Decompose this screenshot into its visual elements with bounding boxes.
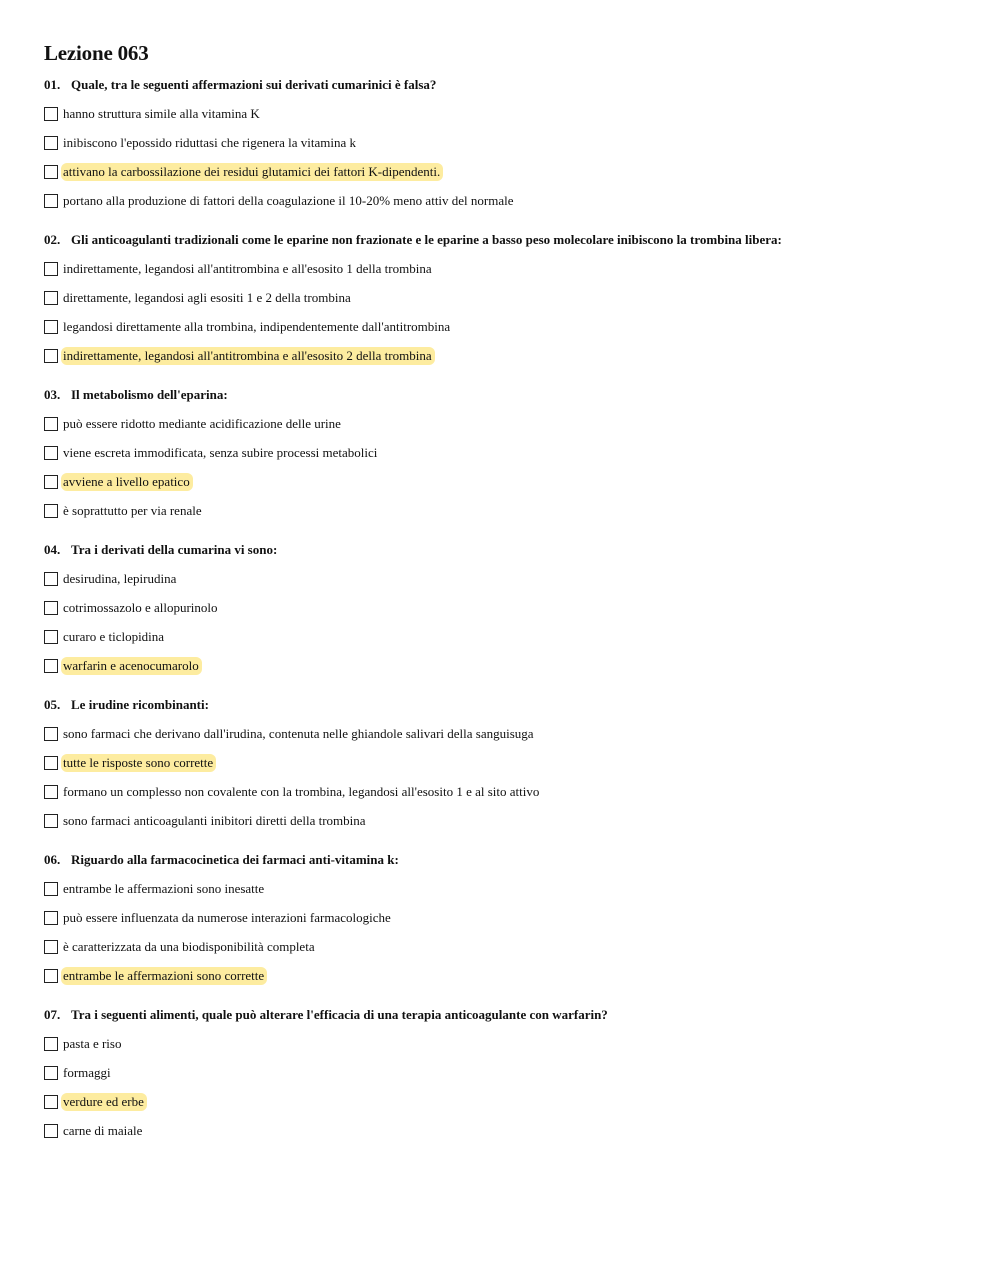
answer-option[interactable] xyxy=(44,312,964,341)
answer-checkbox[interactable] xyxy=(44,756,58,770)
answer-option[interactable] xyxy=(44,564,964,593)
answer-text: è soprattutto per via renale xyxy=(63,502,202,518)
answer-text-highlighted: attivano la carbossilazione dei residui glutamici dei fattori K-dipendenti. xyxy=(61,163,443,181)
answer-option[interactable] xyxy=(44,1058,964,1087)
answer-text-highlighted: avviene a livello epatico xyxy=(61,473,193,491)
question-number: 03. xyxy=(44,387,61,402)
answer-checkbox[interactable] xyxy=(44,1124,58,1138)
question-list xyxy=(44,76,964,1145)
question-number: 05. xyxy=(44,697,61,712)
answer-checkbox[interactable] xyxy=(44,630,58,644)
question-heading xyxy=(44,231,964,249)
answer-option[interactable] xyxy=(44,438,964,467)
answer-option[interactable] xyxy=(44,1029,964,1058)
question-1 xyxy=(44,76,964,215)
answer-option[interactable] xyxy=(44,806,964,835)
answer-text: portano alla produzione di fattori della coagulazione il 10-20% meno attiv del normale xyxy=(63,192,514,208)
answer-text: entrambe le affermazioni sono inesatte xyxy=(63,880,265,896)
answer-checkbox[interactable] xyxy=(44,882,58,896)
answer-checkbox[interactable] xyxy=(44,1095,58,1109)
answer-text-highlighted: entrambe le affermazioni sono corrette xyxy=(61,967,267,985)
question-4 xyxy=(44,541,964,680)
answer-option[interactable] xyxy=(44,651,964,680)
question-text: Riguardo alla farmacocinetica dei farmaci anti-vitamina k: xyxy=(71,852,399,867)
answer-checkbox[interactable] xyxy=(44,504,58,518)
answer-option[interactable] xyxy=(44,128,964,157)
answer-text-highlighted: verdure ed erbe xyxy=(61,1093,147,1111)
answer-checkbox[interactable] xyxy=(44,785,58,799)
answer-checkbox[interactable] xyxy=(44,320,58,334)
question-7 xyxy=(44,1006,964,1145)
answer-text: desirudina, lepirudina xyxy=(63,570,177,586)
answer-option[interactable] xyxy=(44,254,964,283)
answer-checkbox[interactable] xyxy=(44,940,58,954)
answer-text: carne di maiale xyxy=(63,1122,143,1138)
question-heading xyxy=(44,851,964,869)
question-3 xyxy=(44,386,964,525)
question-text: Gli anticoagulanti tradizionali come le eparine non frazionate e le eparine a basso peso molecolare inibiscono la trombina libera: xyxy=(71,232,782,247)
answer-option[interactable] xyxy=(44,777,964,806)
answer-checkbox[interactable] xyxy=(44,107,58,121)
answer-text: sono farmaci che derivano dall'irudina, contenuta nelle ghiandole salivari della sanguisuga xyxy=(63,725,534,741)
answer-option[interactable] xyxy=(44,1087,964,1116)
question-heading xyxy=(44,696,964,714)
answer-text: sono farmaci anticoagulanti inibitori diretti della trombina xyxy=(63,812,366,828)
answer-option[interactable] xyxy=(44,932,964,961)
answer-option[interactable] xyxy=(44,1116,964,1145)
answer-text: cotrimossazolo e allopurinolo xyxy=(63,599,218,615)
answer-option[interactable] xyxy=(44,961,964,990)
answer-checkbox[interactable] xyxy=(44,262,58,276)
question-5 xyxy=(44,696,964,835)
answer-checkbox[interactable] xyxy=(44,446,58,460)
answer-checkbox[interactable] xyxy=(44,291,58,305)
answer-checkbox[interactable] xyxy=(44,194,58,208)
answer-option[interactable] xyxy=(44,467,964,496)
answer-text: indirettamente, legandosi all'antitrombina e all'esosito 1 della trombina xyxy=(63,260,432,276)
answer-text: può essere ridotto mediante acidificazione delle urine xyxy=(63,415,341,431)
answer-checkbox[interactable] xyxy=(44,475,58,489)
answer-text: hanno struttura simile alla vitamina K xyxy=(63,105,260,121)
answer-text: formaggi xyxy=(63,1064,111,1080)
page-title: Lezione 063 xyxy=(44,41,149,65)
quiz-page xyxy=(44,40,964,1161)
answer-checkbox[interactable] xyxy=(44,165,58,179)
answer-option[interactable] xyxy=(44,409,964,438)
answer-option[interactable] xyxy=(44,719,964,748)
question-number: 01. xyxy=(44,77,61,92)
answer-checkbox[interactable] xyxy=(44,969,58,983)
question-number: 02. xyxy=(44,232,61,247)
answer-option[interactable] xyxy=(44,283,964,312)
question-text: Quale, tra le seguenti affermazioni sui derivati cumarinici è falsa? xyxy=(71,77,437,92)
answer-text: curaro e ticlopidina xyxy=(63,628,165,644)
question-number: 04. xyxy=(44,542,61,557)
answer-text: pasta e riso xyxy=(63,1035,122,1051)
question-number: 06. xyxy=(44,852,61,867)
question-heading xyxy=(44,386,964,404)
answer-option[interactable] xyxy=(44,99,964,128)
answer-text-highlighted: indirettamente, legandosi all'antitrombina e all'esosito 2 della trombina xyxy=(61,347,435,365)
answer-checkbox[interactable] xyxy=(44,727,58,741)
answer-checkbox[interactable] xyxy=(44,659,58,673)
answer-checkbox[interactable] xyxy=(44,1037,58,1051)
answer-text-highlighted: tutte le risposte sono corrette xyxy=(61,754,216,772)
answer-text: viene escreta immodificata, senza subire processi metabolici xyxy=(63,444,378,460)
answer-option[interactable] xyxy=(44,622,964,651)
question-heading xyxy=(44,76,964,94)
answer-checkbox[interactable] xyxy=(44,572,58,586)
answer-text: direttamente, legandosi agli esositi 1 e 2 della trombina xyxy=(63,289,351,305)
answer-option[interactable] xyxy=(44,874,964,903)
answer-text: inibiscono l'epossido riduttasi che rigenera la vitamina k xyxy=(63,134,356,150)
question-text: Tra i seguenti alimenti, quale può alterare l'efficacia di una terapia anticoagulante con warfarin? xyxy=(71,1007,608,1022)
question-text: Le irudine ricombinanti: xyxy=(71,697,209,712)
answer-checkbox[interactable] xyxy=(44,136,58,150)
answer-checkbox[interactable] xyxy=(44,1066,58,1080)
answer-checkbox[interactable] xyxy=(44,814,58,828)
answer-text: formano un complesso non covalente con la trombina, legandosi all'esosito 1 e al sito attivo xyxy=(63,783,540,799)
question-2 xyxy=(44,231,964,370)
answer-option[interactable] xyxy=(44,157,964,186)
question-6 xyxy=(44,851,964,990)
answer-option[interactable] xyxy=(44,496,964,525)
answer-option[interactable] xyxy=(44,593,964,622)
question-text: Il metabolismo dell'eparina: xyxy=(71,387,228,402)
question-heading xyxy=(44,541,964,559)
answer-option[interactable] xyxy=(44,186,964,215)
answer-text: è caratterizzata da una biodisponibilità completa xyxy=(63,938,315,954)
answer-option[interactable] xyxy=(44,341,964,370)
answer-checkbox[interactable] xyxy=(44,601,58,615)
question-text: Tra i derivati della cumarina vi sono: xyxy=(71,542,278,557)
answer-checkbox[interactable] xyxy=(44,911,58,925)
question-heading xyxy=(44,1006,964,1024)
answer-option[interactable] xyxy=(44,903,964,932)
answer-text-highlighted: warfarin e acenocumarolo xyxy=(61,657,202,675)
answer-option[interactable] xyxy=(44,748,964,777)
answer-text: legandosi direttamente alla trombina, indipendentemente dall'antitrombina xyxy=(63,318,451,334)
answer-checkbox[interactable] xyxy=(44,417,58,431)
answer-text: può essere influenzata da numerose interazioni farmacologiche xyxy=(63,909,391,925)
answer-checkbox[interactable] xyxy=(44,349,58,363)
question-number: 07. xyxy=(44,1007,61,1022)
